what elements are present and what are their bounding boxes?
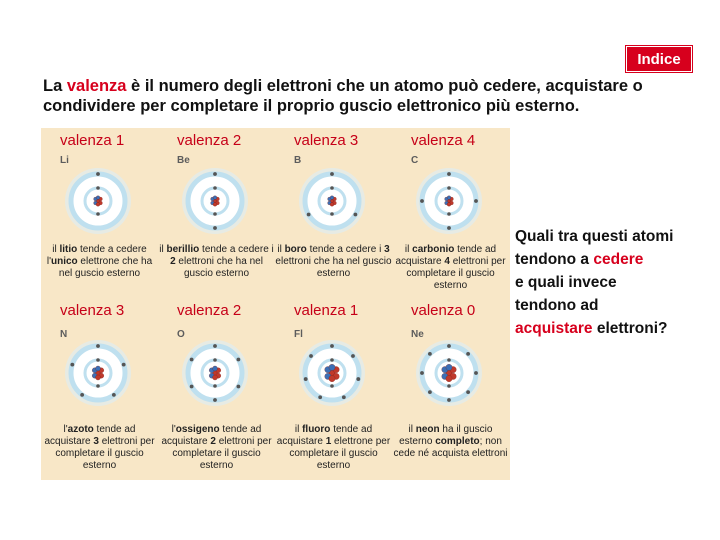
- element-symbol: N: [60, 329, 68, 340]
- outer-electron: [420, 199, 424, 203]
- inner-electron: [213, 212, 217, 216]
- atom-card-carbon: [392, 128, 509, 298]
- outer-electron: [420, 371, 424, 375]
- inner-electron: [447, 212, 451, 216]
- desc-emphasis: 4: [444, 256, 450, 267]
- outer-electron: [466, 352, 470, 356]
- fluorine-atom-icon: [297, 338, 367, 408]
- nitrogen-atom-icon: [63, 338, 133, 408]
- outer-electron: [190, 385, 194, 389]
- element-symbol: O: [177, 329, 185, 340]
- desc-emphasis: 3: [384, 244, 390, 255]
- nucleon: [96, 196, 100, 200]
- atom-description: [392, 424, 509, 460]
- desc-element-name: fluoro: [302, 424, 331, 435]
- element-symbol: Ne: [411, 329, 424, 340]
- element-symbol: Fl: [294, 329, 303, 340]
- outer-electron: [112, 393, 116, 397]
- lithium-atom-icon: [63, 166, 133, 236]
- atom-card-nitrogen: [41, 298, 158, 480]
- inner-electron: [213, 358, 217, 362]
- neon-atom-icon: [414, 338, 484, 408]
- desc-part: il: [52, 244, 60, 255]
- desc-part: tende a cedere l': [46, 244, 147, 267]
- outer-electron: [213, 398, 217, 402]
- nucleon: [95, 366, 100, 371]
- desc-part: tende a cedere i: [306, 244, 385, 255]
- inner-electron: [213, 186, 217, 190]
- desc-emphasis: 2: [170, 256, 176, 267]
- valenza-label: valenza 2: [177, 132, 242, 149]
- desc-part: tende ad acquistare: [395, 244, 497, 267]
- valenza-label: valenza 3: [294, 132, 359, 149]
- outer-electron: [213, 172, 217, 176]
- outer-electron: [307, 213, 311, 217]
- indice-button[interactable]: Indice: [626, 46, 692, 72]
- desc-part: elettrone per completare il guscio esterno: [289, 436, 391, 471]
- outer-electron: [428, 390, 432, 394]
- nucleon: [212, 366, 217, 371]
- desc-element-name: azoto: [67, 424, 94, 435]
- question-line: tendono ad: [515, 297, 599, 314]
- element-symbol: C: [411, 155, 419, 166]
- outer-electron: [213, 226, 217, 230]
- desc-element-name: berillio: [166, 244, 200, 255]
- desc-element-name: neon: [415, 424, 440, 435]
- outer-electron: [96, 172, 100, 176]
- question-line: [515, 317, 715, 340]
- nucleon: [330, 196, 334, 200]
- desc-part: elettroni che ha nel guscio esterno: [175, 256, 263, 279]
- valenza-label: valenza 2: [177, 302, 242, 319]
- desc-part: elettroni per completare il guscio esterno: [406, 256, 506, 291]
- question-text: [515, 225, 715, 340]
- atom-card-lithium: [41, 128, 158, 298]
- question-part: elettroni?: [592, 320, 668, 337]
- question-line: [515, 248, 715, 271]
- element-symbol: Li: [60, 155, 69, 166]
- outer-electron: [236, 385, 240, 389]
- intro-part2: è il numero degli elettroni che un atomo può cedere, acquistare o condividere per completare il proprio guscio elettronico più esterno.: [43, 77, 643, 115]
- nucleon: [95, 375, 100, 380]
- nucleon: [212, 375, 217, 380]
- outer-electron: [342, 395, 346, 399]
- outer-electron: [447, 344, 451, 348]
- nucleon: [447, 196, 451, 200]
- desc-emphasis: 2: [210, 436, 216, 447]
- desc-part: tende ad acquistare: [161, 424, 262, 447]
- inner-electron: [330, 358, 334, 362]
- atom-description: [275, 424, 392, 472]
- atom-description: [275, 244, 392, 280]
- desc-part: tende ad acquistare: [276, 424, 373, 447]
- atom-description: [41, 424, 158, 472]
- atom-card-fluorine: [275, 298, 392, 480]
- atom-card-beryllium: [158, 128, 275, 298]
- desc-part: il: [277, 244, 285, 255]
- atom-description: [158, 244, 275, 280]
- inner-electron: [213, 384, 217, 388]
- outer-electron: [356, 377, 360, 381]
- desc-part: ha il guscio esterno: [399, 424, 493, 447]
- outer-electron: [80, 393, 84, 397]
- nucleon: [447, 202, 451, 206]
- nucleon: [96, 202, 100, 206]
- inner-electron: [447, 358, 451, 362]
- question-line: Quali tra questi atomi: [515, 228, 674, 245]
- outer-electron: [213, 344, 217, 348]
- outer-electron: [330, 172, 334, 176]
- desc-element-name: carbonio: [412, 244, 455, 255]
- beryllium-atom-icon: [180, 166, 250, 236]
- outer-electron: [474, 199, 478, 203]
- desc-part: ; non cede né acquista elettroni: [393, 436, 508, 459]
- atoms-panel: [41, 128, 510, 480]
- outer-electron: [447, 172, 451, 176]
- outer-electron: [236, 358, 240, 362]
- desc-emphasis: 1: [325, 436, 332, 447]
- valenza-label: valenza 1: [294, 302, 359, 319]
- desc-emphasis: unico: [50, 256, 78, 267]
- desc-part: il: [294, 424, 303, 435]
- outer-electron: [428, 352, 432, 356]
- question-line: e quali invece: [515, 274, 617, 291]
- atom-card-boron: [275, 128, 392, 298]
- desc-element-name: litio: [59, 244, 78, 255]
- outer-electron: [318, 395, 322, 399]
- nucleon: [446, 375, 452, 381]
- outer-electron: [466, 390, 470, 394]
- atom-card-neon: [392, 298, 509, 480]
- outer-electron: [96, 344, 100, 348]
- inner-electron: [447, 384, 451, 388]
- outer-electron: [474, 371, 478, 375]
- outer-electron: [70, 363, 74, 367]
- atom-description: [41, 244, 158, 280]
- desc-part: il: [404, 244, 413, 255]
- valenza-label: valenza 4: [411, 132, 476, 149]
- desc-part: l': [171, 424, 176, 435]
- outer-electron: [122, 363, 126, 367]
- desc-emphasis: completo: [435, 436, 480, 447]
- inner-electron: [330, 384, 334, 388]
- valenza-label: valenza 1: [60, 132, 125, 149]
- desc-element-name: ossigeno: [175, 424, 220, 435]
- inner-electron: [447, 186, 451, 190]
- inner-electron: [96, 384, 100, 388]
- desc-part: il: [408, 424, 416, 435]
- question-part: tendono a: [515, 251, 594, 268]
- nucleon: [329, 375, 335, 381]
- outer-electron: [353, 213, 357, 217]
- outer-electron: [190, 358, 194, 362]
- boron-atom-icon: [297, 166, 367, 236]
- question-highlight-acquistare: acquistare: [515, 320, 593, 337]
- atom-description: [158, 424, 275, 472]
- nucleon: [330, 202, 334, 206]
- outer-electron: [447, 398, 451, 402]
- outer-electron: [304, 377, 308, 381]
- outer-electron: [330, 344, 334, 348]
- atom-description: [392, 244, 509, 292]
- atom-card-oxygen: [158, 298, 275, 480]
- valenza-label: valenza 3: [60, 302, 125, 319]
- outer-electron: [351, 354, 355, 358]
- inner-electron: [96, 212, 100, 216]
- desc-part: il: [159, 244, 167, 255]
- outer-electron: [309, 354, 313, 358]
- carbon-atom-icon: [414, 166, 484, 236]
- nucleon: [329, 364, 335, 370]
- intro-valenza-highlight: valenza: [66, 77, 127, 95]
- element-symbol: Be: [177, 155, 190, 166]
- inner-electron: [96, 358, 100, 362]
- question-highlight-cedere: cedere: [593, 251, 644, 268]
- nucleon: [213, 202, 217, 206]
- desc-part: elettrone che ha nel guscio esterno: [58, 256, 153, 279]
- inner-electron: [330, 212, 334, 216]
- element-symbol: B: [294, 155, 302, 166]
- oxygen-atom-icon: [180, 338, 250, 408]
- desc-part: tende ad acquistare: [44, 424, 136, 447]
- desc-part: elettroni per completare il guscio esterno: [55, 436, 155, 471]
- nucleon: [213, 196, 217, 200]
- intro-part1: La: [43, 77, 67, 95]
- intro-text: [43, 76, 703, 116]
- outer-electron: [447, 226, 451, 230]
- desc-part: l': [63, 424, 68, 435]
- desc-part: elettroni che ha nel guscio esterno: [275, 256, 392, 279]
- desc-part: elettroni per completare il guscio esterno: [172, 436, 272, 471]
- nucleon: [446, 364, 452, 370]
- desc-element-name: boro: [284, 244, 307, 255]
- desc-part: tende a cedere i: [199, 244, 274, 255]
- inner-electron: [330, 186, 334, 190]
- valenza-label: valenza 0: [411, 302, 476, 319]
- desc-emphasis: 3: [93, 436, 99, 447]
- inner-electron: [96, 186, 100, 190]
